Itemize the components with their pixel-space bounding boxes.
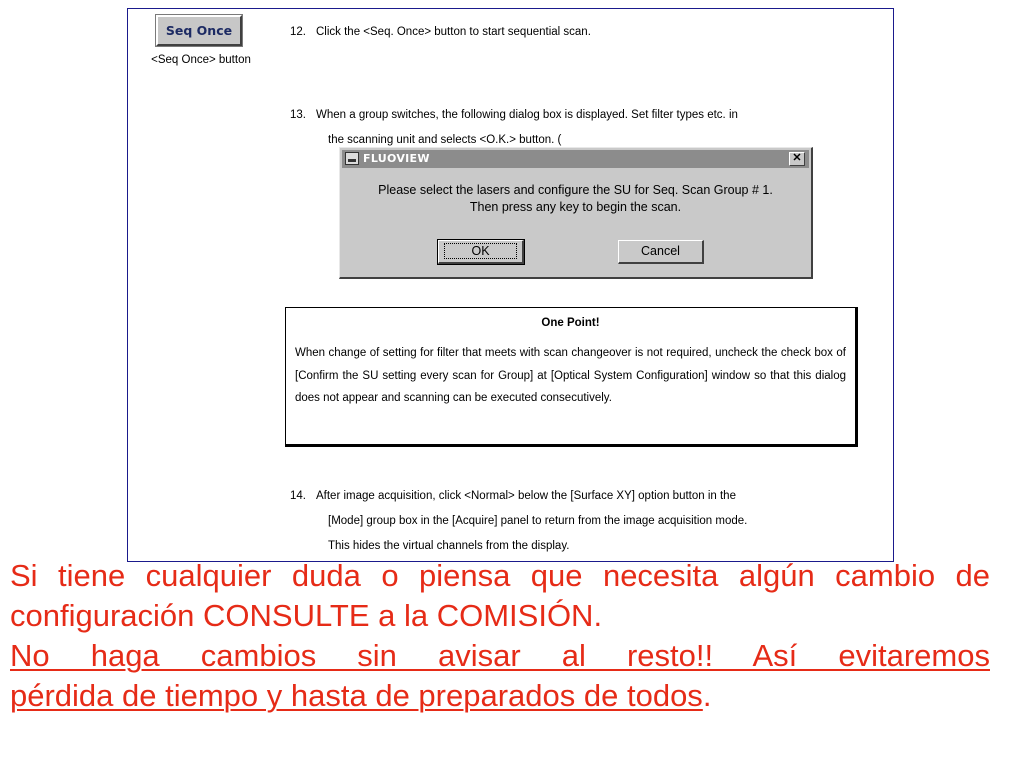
warning-note	[10, 556, 990, 716]
fluoview-app-icon	[345, 152, 359, 165]
step-text: After image acquisition, click <Normal> below the [Surface XY] option button in the	[316, 490, 736, 502]
warning-sentence: Si tiene cualquier duda o piensa que necesita algún cambio de configuración CONSULTE a la COMISIÓN.	[10, 558, 990, 633]
dialog-titlebar	[342, 150, 809, 168]
dialog-cancel-button: Cancel	[618, 240, 704, 264]
step-14-line-1	[290, 485, 865, 507]
warning-underlined-line-2	[10, 676, 990, 716]
dialog-message-line-1: Please select the lasers and configure the SU for Seq. Scan Group # 1.	[378, 183, 773, 197]
step-text: Click the <Seq. Once> button to start sequential scan.	[316, 26, 591, 38]
seq-once-button-caption: <Seq Once> button	[151, 54, 251, 66]
step-14-line-3: This hides the virtual channels from the display.	[328, 540, 570, 552]
step-number: 13.	[290, 109, 306, 121]
warning-underlined-text-2: pérdida de tiempo y hasta de preparados de todos	[10, 678, 703, 713]
one-point-box	[285, 307, 858, 447]
step-number: 14.	[290, 490, 306, 502]
one-point-body: When change of setting for filter that meets with scan changeover is not required, uncheck the check box of [Confirm the SU setting every scan for Group] at [Optical System Configuration] window so that this dialog does not appear and scanning can be executed consecutively.	[295, 347, 846, 404]
step-text: When a group switches, the following dialog box is displayed. Set filter types etc. in	[316, 109, 738, 121]
dialog-message	[340, 182, 811, 216]
warning-trailing-period: .	[702, 678, 712, 713]
seq-once-button-image: Seq Once	[156, 15, 242, 46]
dialog-title: FLUOVIEW	[363, 152, 430, 165]
step-14-line-2: [Mode] group box in the [Acquire] panel to return from the image acquisition mode.	[328, 515, 748, 527]
dialog-ok-label: OK	[444, 243, 516, 259]
warning-underlined-line-1	[10, 636, 990, 676]
fluoview-dialog-screenshot	[339, 147, 813, 279]
step-12	[290, 21, 865, 43]
dialog-message-line-2: Then press any key to begin the scan.	[469, 200, 682, 214]
one-point-title: One Point!	[541, 317, 600, 329]
step-13-line-2: the scanning unit and selects <O.K.> button. (	[328, 134, 562, 146]
warning-underlined-text-1: No haga cambios sin avisar al resto!! Así evitaremos	[10, 638, 990, 673]
step-number: 12.	[290, 26, 306, 38]
dialog-ok-button	[438, 240, 524, 264]
manual-page-frame	[127, 8, 894, 562]
close-icon: ✕	[789, 152, 805, 166]
step-13-line-1	[290, 104, 865, 126]
